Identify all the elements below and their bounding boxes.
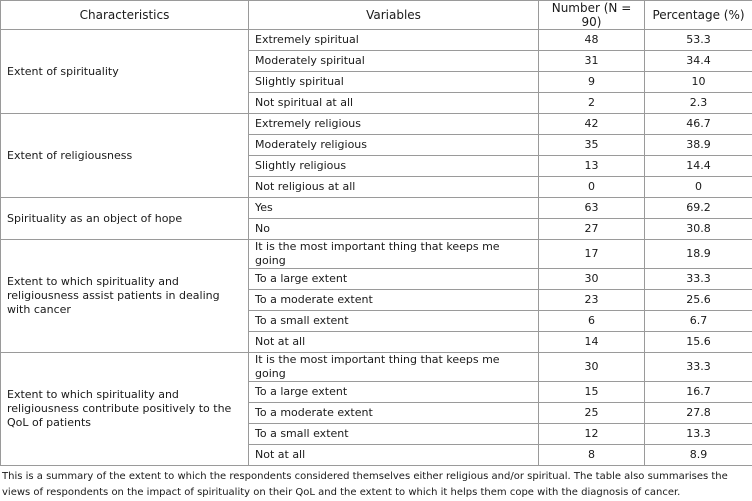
table-row [1,240,752,269]
variable-cell: Slightly spiritual [249,72,539,93]
table-header-row [1,1,752,30]
table-row [1,353,752,382]
variable-cell: Not spiritual at all [249,93,539,114]
number-cell: 13 [539,156,645,177]
variable-cell: Moderately religious [249,135,539,156]
number-cell: 15 [539,382,645,403]
percentage-cell: 6.7 [645,311,752,332]
number-cell: 2 [539,93,645,114]
variable-cell: It is the most important thing that keeps me going [249,240,539,269]
variable-cell: To a large extent [249,269,539,290]
number-cell: 25 [539,403,645,424]
number-cell: 17 [539,240,645,269]
variable-cell: Not at all [249,332,539,353]
number-cell: 0 [539,177,645,198]
percentage-cell: 15.6 [645,332,752,353]
number-cell: 12 [539,424,645,445]
percentage-cell: 33.3 [645,353,752,382]
number-cell: 31 [539,51,645,72]
number-cell: 27 [539,219,645,240]
percentage-cell: 33.3 [645,269,752,290]
number-cell: 30 [539,353,645,382]
percentage-cell: 69.2 [645,198,752,219]
percentage-cell: 38.9 [645,135,752,156]
table-row [1,30,752,51]
characteristic-cell: Extent of spirituality [1,30,249,114]
percentage-cell: 53.3 [645,30,752,51]
variable-cell: Not religious at all [249,177,539,198]
table-body [1,30,752,466]
header-number: Number (N = 90) [539,1,645,30]
header-percentage: Percentage (%) [645,1,752,30]
table-row [1,198,752,219]
percentage-cell: 8.9 [645,445,752,466]
percentage-cell: 46.7 [645,114,752,135]
percentage-cell: 30.8 [645,219,752,240]
percentage-cell: 27.8 [645,403,752,424]
percentage-cell: 25.6 [645,290,752,311]
number-cell: 8 [539,445,645,466]
variable-cell: To a small extent [249,424,539,445]
variable-cell: It is the most important thing that keeps me going [249,353,539,382]
number-cell: 9 [539,72,645,93]
number-cell: 35 [539,135,645,156]
variable-cell: To a large extent [249,382,539,403]
number-cell: 48 [539,30,645,51]
header-characteristics: Characteristics [1,1,249,30]
number-cell: 6 [539,311,645,332]
characteristic-cell: Extent to which spirituality and religiousness assist patients in dealing with cancer [1,240,249,353]
number-cell: 23 [539,290,645,311]
variable-cell: No [249,219,539,240]
variable-cell: To a moderate extent [249,403,539,424]
variable-cell: Slightly religious [249,156,539,177]
header-variables: Variables [249,1,539,30]
percentage-cell: 18.9 [645,240,752,269]
percentage-cell: 34.4 [645,51,752,72]
percentage-cell: 2.3 [645,93,752,114]
variable-cell: Not at all [249,445,539,466]
table-row [1,114,752,135]
characteristic-cell: Spirituality as an object of hope [1,198,249,240]
variable-cell: To a moderate extent [249,290,539,311]
number-cell: 63 [539,198,645,219]
number-cell: 42 [539,114,645,135]
percentage-cell: 10 [645,72,752,93]
table-caption: This is a summary of the extent to which the respondents considered themselves either religious and/or spiritual. The table also summarises the views of respondents on the impact of spirituality on their QoL and the extent to which it helps them cope with the diagnosis of cancer. [2,469,750,501]
percentage-cell: 0 [645,177,752,198]
characteristic-cell: Extent of religiousness [1,114,249,198]
percentage-cell: 16.7 [645,382,752,403]
variable-cell: Extremely spiritual [249,30,539,51]
variable-cell: Moderately spiritual [249,51,539,72]
variable-cell: Extremely religious [249,114,539,135]
characteristic-cell: Extent to which spirituality and religiousness contribute positively to the QoL of patients [1,353,249,466]
percentage-cell: 14.4 [645,156,752,177]
number-cell: 30 [539,269,645,290]
number-cell: 14 [539,332,645,353]
variable-cell: To a small extent [249,311,539,332]
percentage-cell: 13.3 [645,424,752,445]
variable-cell: Yes [249,198,539,219]
